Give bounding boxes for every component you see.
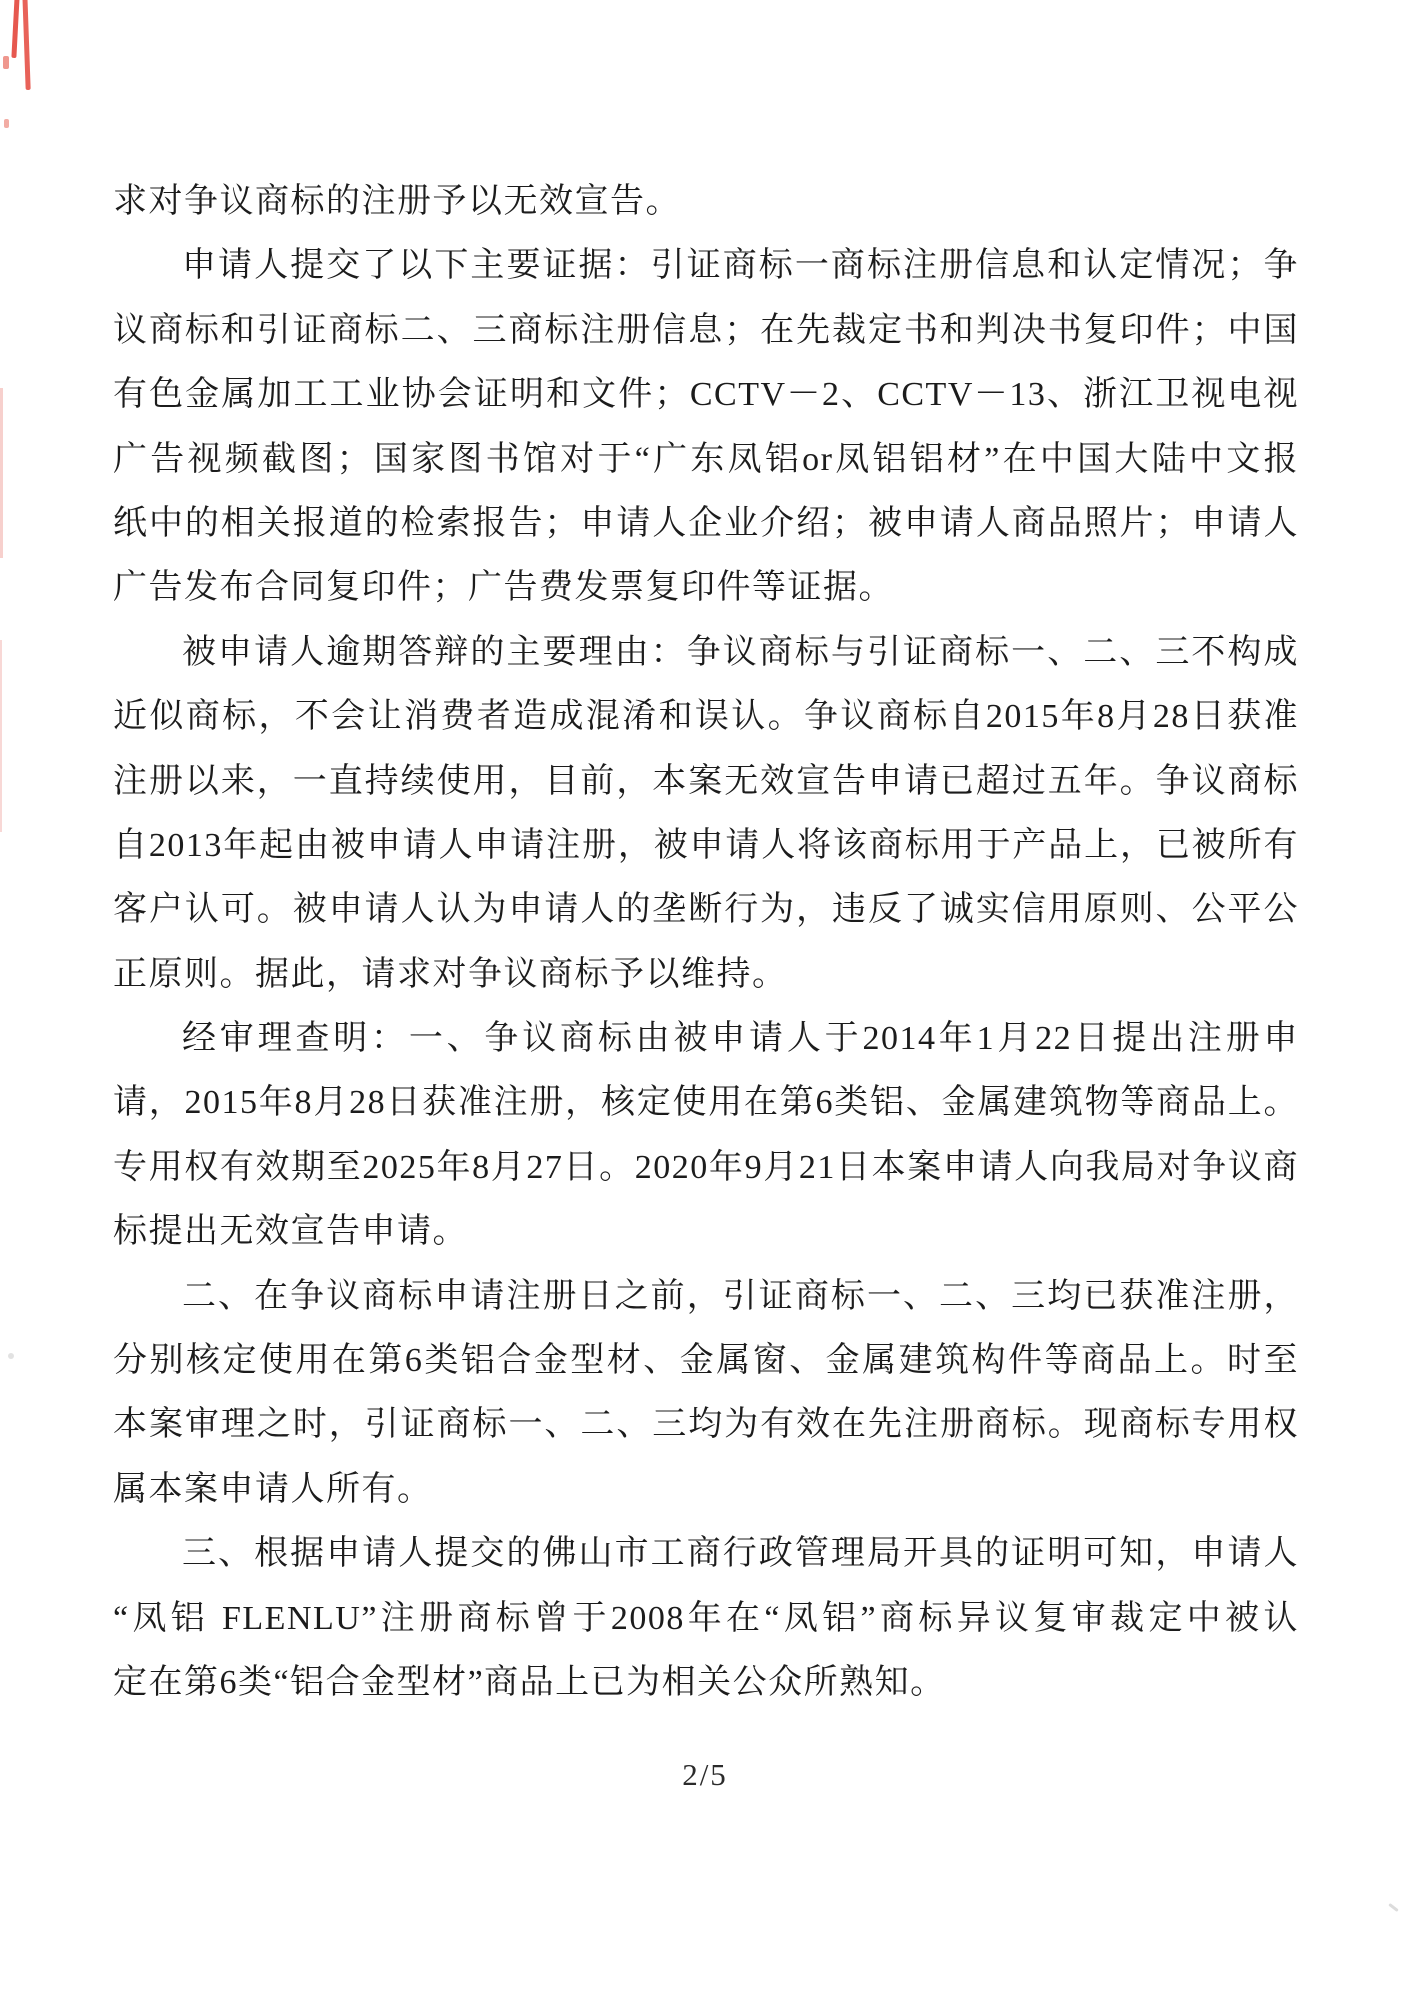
text-line: 议商标和引证商标二、三商标注册信息；在先裁定书和判决书复印件；中国 [113, 311, 1299, 349]
scan-red-mark-icon [11, 0, 19, 58]
scan-red-mark-icon [4, 119, 9, 128]
scan-red-mark-icon [22, 0, 30, 90]
scan-edge-mark-icon [0, 388, 3, 558]
text-line: 本案审理之时，引证商标一、二、三均为有效在先注册商标。现商标专用权 [113, 1406, 1299, 1444]
text-line: 专用权有效期至2025年8月27日。2020年9月21日本案申请人向我局对争议商 [113, 1148, 1299, 1186]
scan-edge-mark-icon [0, 640, 2, 832]
text-line: 申请人提交了以下主要证据：引证商标一商标注册信息和认定情况；争 [182, 247, 1299, 285]
text-line: “凤铝 FLENLU”注册商标曾于2008年在“凤铝”商标异议复审裁定中被认 [113, 1599, 1299, 1637]
text-line: 属本案申请人所有。 [113, 1470, 433, 1508]
text-line: 广告发布合同复印件；广告费发票复印件等证据。 [113, 569, 894, 607]
text-line: 标提出无效宣告申请。 [113, 1213, 468, 1251]
text-line: 请，2015年8月28日获准注册，核定使用在第6类铝、金属建筑物等商品上。 [113, 1084, 1299, 1122]
page-number: 2/5 [682, 1757, 728, 1792]
document-body-text [113, 170, 1299, 1715]
text-line: 定在第6类“铝合金型材”商品上已为相关公众所熟知。 [113, 1663, 946, 1701]
text-line: 被申请人逾期答辩的主要理由：争议商标与引证商标一、二、三不构成 [182, 633, 1299, 671]
text-line: 二、在争议商标申请注册日之前，引证商标一、二、三均已获准注册， [182, 1277, 1299, 1315]
text-line: 有色金属加工工业协会证明和文件；CCTV－2、CCTV－13、浙江卫视电视 [113, 376, 1299, 414]
text-line: 广告视频截图；国家图书馆对于“广东凤铝or凤铝铝材”在中国大陆中文报 [113, 440, 1299, 478]
scan-speck-icon [1388, 1903, 1399, 1912]
text-line: 三、根据申请人提交的佛山市工商行政管理局开具的证明可知，申请人 [182, 1535, 1299, 1573]
scan-speck-icon [8, 1353, 14, 1359]
text-line: 注册以来，一直持续使用，目前，本案无效宣告申请已超过五年。争议商标 [113, 762, 1299, 800]
text-line: 经审理查明：一、争议商标由被申请人于2014年1月22日提出注册申 [182, 1020, 1299, 1058]
text-line: 近似商标，不会让消费者造成混淆和误认。争议商标自2015年8月28日获准 [113, 698, 1299, 736]
text-line: 求对争议商标的注册予以无效宣告。 [113, 183, 681, 220]
text-line: 自2013年起由被申请人申请注册，被申请人将该商标用于产品上，已被所有 [113, 826, 1299, 864]
text-line: 纸中的相关报道的检索报告；申请人企业介绍；被申请人商品照片；申请人 [113, 504, 1299, 542]
text-line: 正原则。据此，请求对争议商标予以维持。 [113, 955, 788, 993]
text-line: 客户认可。被申请人认为申请人的垄断行为，违反了诚实信用原则、公平公 [113, 891, 1299, 929]
scan-red-mark-icon [3, 56, 9, 69]
text-line: 分别核定使用在第6类铝合金型材、金属窗、金属建筑构件等商品上。时至 [113, 1342, 1299, 1380]
